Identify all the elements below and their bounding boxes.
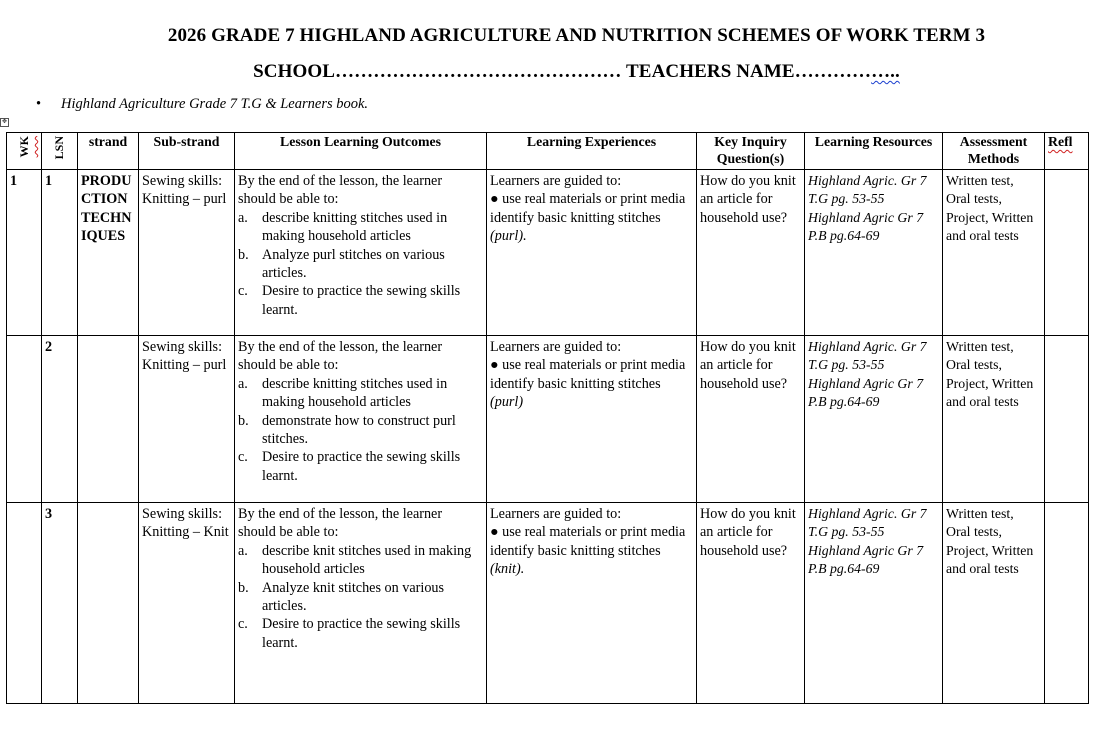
col-resources: Learning Resources <box>805 133 943 170</box>
bullet-icon: • <box>36 96 42 112</box>
table-row <box>7 336 1089 503</box>
outcomes-cell: By the end of the lesson, the learner should be able to: a. describe knitting stitches used in making household articles b. Analyze purl stitches on various articles. c. Desire to practice the sewing skills learnt. <box>235 170 487 336</box>
sub-strand-cell: Sewing skills: Knitting – Knit <box>139 503 235 704</box>
reference-bullet <box>36 96 368 113</box>
strand-cell <box>78 336 139 503</box>
col-outcomes: Lesson Learning Outcomes <box>235 133 487 170</box>
inquiry-cell: How do you knit an article for household use? <box>697 336 805 503</box>
inquiry-cell: How do you knit an article for household use? <box>697 170 805 336</box>
col-assessment: Assessment Methods <box>943 133 1045 170</box>
outcomes-cell: By the end of the lesson, the learner should be able to: a. describe knit stitches used in making household articles b. Analyze knit stitches on various articles. c. Desire to practice the sewing skills learnt. <box>235 503 487 704</box>
week-cell <box>7 336 42 503</box>
table-row <box>7 170 1089 336</box>
experiences-cell: Learners are guided to: ● use real materials or print media identify basic knitting stitches (knit). <box>487 503 697 704</box>
teacher-name-tail: ….. <box>871 61 900 82</box>
assessment-cell: Written test, Oral tests, Project, Written and oral tests <box>943 170 1045 336</box>
reflection-cell[interactable] <box>1045 503 1089 704</box>
reflection-cell[interactable] <box>1045 170 1089 336</box>
outcome-item: a. describe knit stitches used in making household articles <box>238 542 472 578</box>
table-move-handle-icon[interactable]: ✥ <box>1 119 8 125</box>
outcome-item: a. describe knitting stitches used in making household articles <box>238 375 448 411</box>
lesson-cell: 3 <box>42 503 78 704</box>
scheme-table <box>6 132 1089 704</box>
resources-cell: Highland Agric. Gr 7 T.G pg. 53-55 Highland Agric Gr 7 P.B pg.64-69 <box>805 170 943 336</box>
document-title: 2026 GRADE 7 HIGHLAND AGRICULTURE AND NUTRITION SCHEMES OF WORK TERM 3 <box>167 25 986 46</box>
outcome-item: c. Desire to practice the sewing skills learnt. <box>238 449 461 484</box>
table-header-row <box>7 133 1089 170</box>
school-teacher-line <box>0 61 1098 83</box>
experiences-cell: Learners are guided to: ● use real materials or print media identify basic knitting stitches (purl) <box>487 336 697 503</box>
inquiry-cell: How do you knit an article for household use? <box>697 503 805 704</box>
week-cell: 1 <box>7 170 42 336</box>
assessment-cell: Written test, Oral tests, Project, Written and oral tests <box>943 503 1045 704</box>
outcomes-cell: By the end of the lesson, the learner should be able to: a. describe knitting stitches used in making household articles b. demonstrate how to construct purl stitches. c. Desire to practice the sewing skills learnt. <box>235 336 487 503</box>
col-week: WK <box>7 133 42 170</box>
school-teacher-text: SCHOOL……………………………………… TEACHERS NAME………… <box>253 61 872 82</box>
col-inquiry: Key Inquiry Question(s) <box>697 133 805 170</box>
lesson-cell: 2 <box>42 336 78 503</box>
col-lesson: LSN <box>42 133 78 170</box>
resources-cell: Highland Agric. Gr 7 T.G pg. 53-55 Highland Agric Gr 7 P.B pg.64-69 <box>805 503 943 704</box>
outcome-item: a. describe knitting stitches used in making household articles <box>238 209 448 245</box>
reference-text: Highland Agriculture Grade 7 T.G & Learners book. <box>61 96 369 112</box>
outcome-item: c. Desire to practice the sewing skills learnt. <box>238 616 461 651</box>
reflection-cell[interactable] <box>1045 336 1089 503</box>
table-row <box>7 503 1089 704</box>
sub-strand-cell: Sewing skills: Knitting – purl <box>139 170 235 336</box>
col-sub-strand: Sub-strand <box>139 133 235 170</box>
strand-cell <box>78 503 139 704</box>
lesson-cell: 1 <box>42 170 78 336</box>
assessment-cell: Written test, Oral tests, Project, Written and oral tests <box>943 336 1045 503</box>
outcome-item: c. Desire to practice the sewing skills learnt. <box>238 283 461 318</box>
col-experiences: Learning Experiences <box>487 133 697 170</box>
outcome-item: b. demonstrate how to construct purl stitches. <box>238 412 456 448</box>
sub-strand-cell: Sewing skills: Knitting – purl <box>139 336 235 503</box>
experiences-cell: Learners are guided to: ● use real materials or print media identify basic knitting stitches (purl). <box>487 170 697 336</box>
week-cell <box>7 503 42 704</box>
col-reflection: Refl <box>1045 133 1089 170</box>
col-strand: strand <box>78 133 139 170</box>
outcome-item: b. Analyze knit stitches on various articles. <box>238 579 445 615</box>
resources-cell: Highland Agric. Gr 7 T.G pg. 53-55 Highland Agric Gr 7 P.B pg.64-69 <box>805 336 943 503</box>
outcome-item: b. Analyze purl stitches on various articles. <box>238 246 445 282</box>
strand-cell: PRODUCTION TECHNIQUES <box>78 170 139 336</box>
